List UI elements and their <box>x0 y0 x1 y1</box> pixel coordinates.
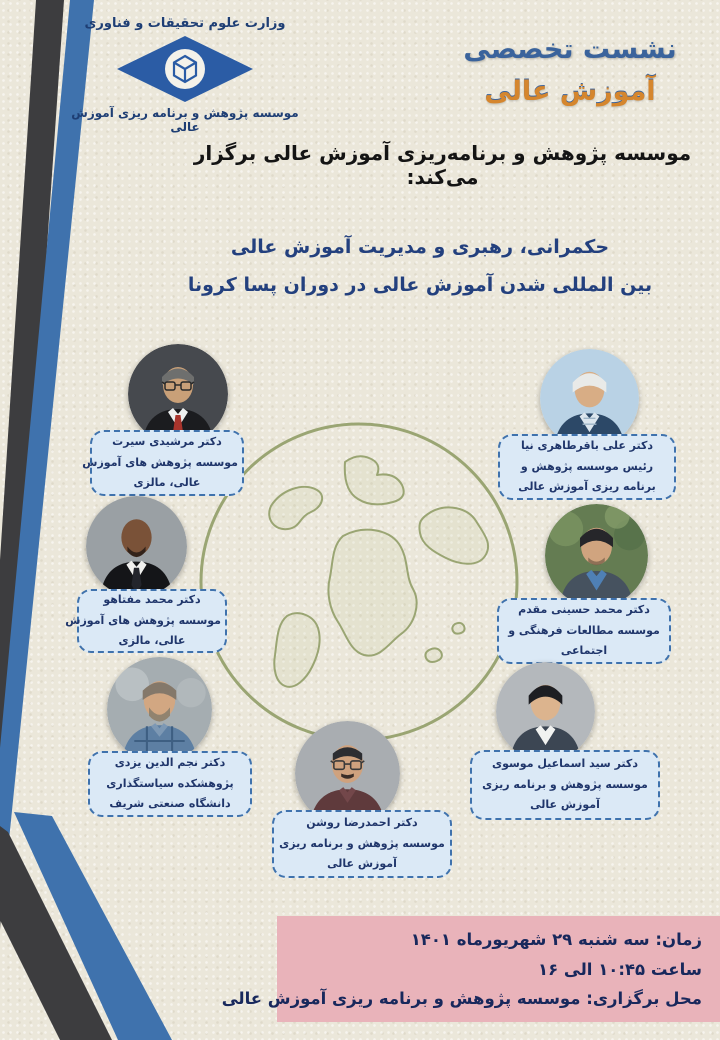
speaker-name: دکتر محمد حسینی مقدم <box>518 603 650 617</box>
title-line-1: نشست تخصصی <box>463 34 677 65</box>
speaker-photo-sirat <box>128 344 228 444</box>
speaker-name: دکتر احمدرضا روشن <box>306 816 418 830</box>
speaker-label-mousavi <box>470 750 660 820</box>
speaker-photo-yazdi <box>107 657 212 762</box>
organizer-line: موسسه پژوهش و برنامه‌ریزی آموزش عالی برگزار می‌کند: <box>193 141 692 189</box>
event-title <box>450 34 690 107</box>
event-venue: محل برگزاری: موسسه پژوهش و برنامه ریزی آموزش عالی <box>221 988 702 1008</box>
speaker-photo-muftahu <box>86 496 187 597</box>
footer-info-panel <box>221 916 720 1022</box>
topics-block <box>110 228 720 304</box>
speaker-affiliation: موسسه پژوهش و برنامه ریزی <box>279 836 445 850</box>
speaker-affiliation: آموزش عالی <box>327 857 397 871</box>
speaker-affiliation: موسسه پژوهش و برنامه ریزی <box>482 777 648 791</box>
speaker-affiliation: موسسه مطالعات فرهنگی و <box>508 623 660 637</box>
ministry-logo <box>55 16 315 134</box>
institute-emblem-icon <box>115 34 255 104</box>
topic-line-2: بین المللی شدن آموزش عالی در دوران پسا کرونا <box>187 274 653 296</box>
speaker-affiliation: موسسه پژوهش های آموزش <box>82 455 238 469</box>
logo-institute-text: موسسه پژوهش و برنامه ریزی آموزش عالی <box>71 106 299 134</box>
event-date: زمان: سه شنبه ۲۹ شهریورماه ۱۴۰۱ <box>410 930 702 950</box>
speaker-affiliation: عالی، مالزی <box>133 476 201 490</box>
event-time: ساعت ۱۰:۴۵ الی ۱۶ <box>538 959 702 979</box>
speaker-label-yazdi <box>88 751 252 817</box>
speaker-name: دکتر سید اسماعیل موسوی <box>492 757 638 771</box>
speaker-label-moghadam <box>497 598 671 664</box>
speaker-affiliation: دانشگاه صنعتی شریف <box>109 797 231 811</box>
speaker-name: دکتر علی باقرطاهری نیا <box>520 439 654 453</box>
title-line-2: آموزش عالی <box>484 76 656 107</box>
speaker-affiliation: برنامه ریزی آموزش عالی <box>518 480 656 494</box>
speaker-label-roshan <box>272 810 452 878</box>
speaker-photo-moghadam <box>545 504 648 607</box>
speaker-name: دکتر نجم الدین یزدی <box>114 756 226 770</box>
speaker-name: دکتر مرشیدی سیرت <box>112 435 222 449</box>
speaker-affiliation: رئیس موسسه پژوهش و <box>520 459 654 473</box>
logo-ministry-text: وزارت علوم تحقیقات و فناوری <box>84 16 286 31</box>
speaker-name: دکتر محمد مفتاهو <box>103 593 201 607</box>
speaker-affiliation: عالی، مالزی <box>118 634 186 648</box>
topic-line-1: حکمرانی، رهبری و مدیریت آموزش عالی <box>230 236 610 258</box>
speaker-label-taherinia <box>498 434 676 500</box>
speaker-affiliation: اجتماعی <box>560 644 608 658</box>
speaker-label-muftahu <box>65 589 227 653</box>
speaker-label-sirat <box>82 430 244 496</box>
speaker-affiliation: آموزش عالی <box>530 798 600 812</box>
speaker-affiliation: موسسه پژوهش های آموزش <box>65 613 221 627</box>
speaker-affiliation: پژوهشکده سیاستگذاری <box>106 776 234 790</box>
speaker-photo-mousavi <box>496 662 595 761</box>
